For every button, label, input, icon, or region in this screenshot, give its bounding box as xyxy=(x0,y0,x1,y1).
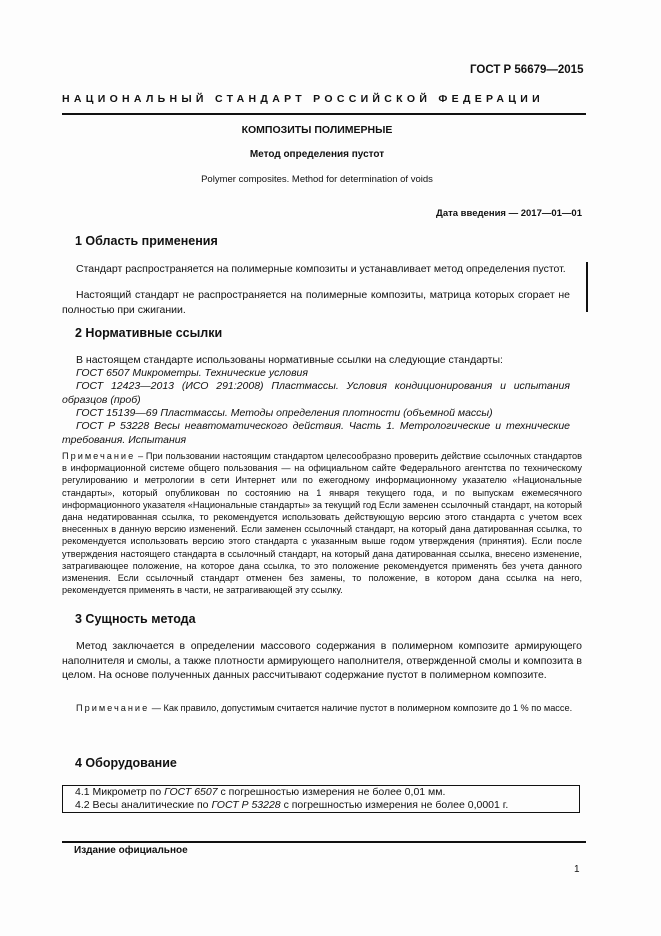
section-3-note xyxy=(62,702,582,714)
equipment-reference: ГОСТ 6507 xyxy=(164,786,218,798)
edition-label: Издание официальное xyxy=(74,845,188,856)
page-number: 1 xyxy=(574,864,580,875)
header-rule xyxy=(62,113,586,115)
equipment-item: 4.2 Весы аналитические по ГОСТ Р 53228 с погрешностью измерения не более 0,0001 г. xyxy=(75,799,509,811)
change-bar xyxy=(586,262,588,312)
section-1-heading: 1 Область применения xyxy=(75,234,218,248)
reference-item: ГОСТ Р 53228 Весы неавтоматического действия. Часть 1. Метрологические и технические требования. Испытания xyxy=(62,420,570,446)
section-1-paragraph-2: Настоящий стандарт не распространяется на полимерные композиты, матрица которых сгорает не полностью при сжигании. xyxy=(62,289,570,316)
document-subtitle: Метод определения пустот xyxy=(249,149,385,160)
note-text: – При пользовании настоящим стандартом целесообразно проверить действие ссылочных стандартов в информационной системе общего пользования — на официальном сайте Федерального агентства по техническому регулированию и метрологии в сети Интернет или по ежегодному информационному указателю «Национальные стандарты», который опубликован по состоянию на 1 января текущего года, и по выпускам ежемесячного информационного указателя «Национальные стандарты» за текущий год Если заменен ссылочный стандарт, на который дана недатированная ссылка, то рекомендуется использовать действующую версию этого стандарта с учетом всех внесенных в данную версию изменений. Если заменен ссылочный стандарт, на который дана датированная ссылка, то рекомендуется использовать версию этого стандарта с указанным выше годом утверждения (принятия). Если после утверждения настоящего стандарта в ссылочный стандарт, на который дана датированная ссылка, внесено изменение, затрагивающее положение, на которое дана ссылка, то это положение рекомендуется применять без учета данного изменения. Если ссылочный стандарт отменен без замены, то положение, в котором дана ссылка на него, рекомендуется применять в части, не затрагивающей эту ссылку. xyxy=(62,451,582,596)
note-text: — Как правило, допустимым считается наличие пустот в полимерном композите до 1 % по массе. xyxy=(149,703,573,713)
document-title: КОМПОЗИТЫ ПОЛИМЕРНЫЕ xyxy=(241,124,393,136)
section-2-intro: В настоящем стандарте использованы нормативные ссылки на следующие стандарты: xyxy=(76,354,503,366)
reference-item: ГОСТ 12423—2013 (ИСО 291:2008) Пластмассы. Условия кондиционирования и испытания образцов (проб) xyxy=(62,380,570,406)
note-label: Примечание xyxy=(62,451,136,461)
section-2-note xyxy=(62,450,582,596)
equipment-item: 4.1 Микрометр по ГОСТ 6507 с погрешностью измерения не более 0,01 мм. xyxy=(75,786,446,798)
section-3-heading: 3 Сущность метода xyxy=(75,612,196,626)
standard-code: ГОСТ Р 56679—2015 xyxy=(470,64,584,76)
national-standard-banner: НАЦИОНАЛЬНЫЙ СТАНДАРТ РОССИЙСКОЙ ФЕДЕРАЦИИ xyxy=(62,93,544,105)
reference-item: ГОСТ 6507 Микрометры. Технические условия xyxy=(76,367,309,379)
section-2-heading: 2 Нормативные ссылки xyxy=(75,326,223,340)
equipment-list xyxy=(62,785,580,813)
equipment-reference: ГОСТ Р 53228 xyxy=(211,799,281,811)
footer-rule xyxy=(62,841,586,843)
section-4-heading: 4 Оборудование xyxy=(75,756,177,770)
introduction-date: Дата введения — 2017—01—01 xyxy=(436,208,582,219)
reference-item: ГОСТ 15139—69 Пластмассы. Методы определения плотности (объемной массы) xyxy=(76,407,493,419)
note-label: Примечание xyxy=(76,703,150,713)
section-3-paragraph: Метод заключается в определении массового содержания в полимерном композите армирующего наполнителя и смолы, а также плотности армирующего наполнителя, отвержденной смолы и композита в целом. На основе полученных данных рассчитывают содержание пустот в полимерном композите. xyxy=(62,640,582,681)
document-title-english: Polymer composites. Method for determination of voids xyxy=(201,174,433,185)
section-1-paragraph-1: Стандарт распространяется на полимерные композиты и устанавливает метод определения пустот. xyxy=(76,263,566,275)
